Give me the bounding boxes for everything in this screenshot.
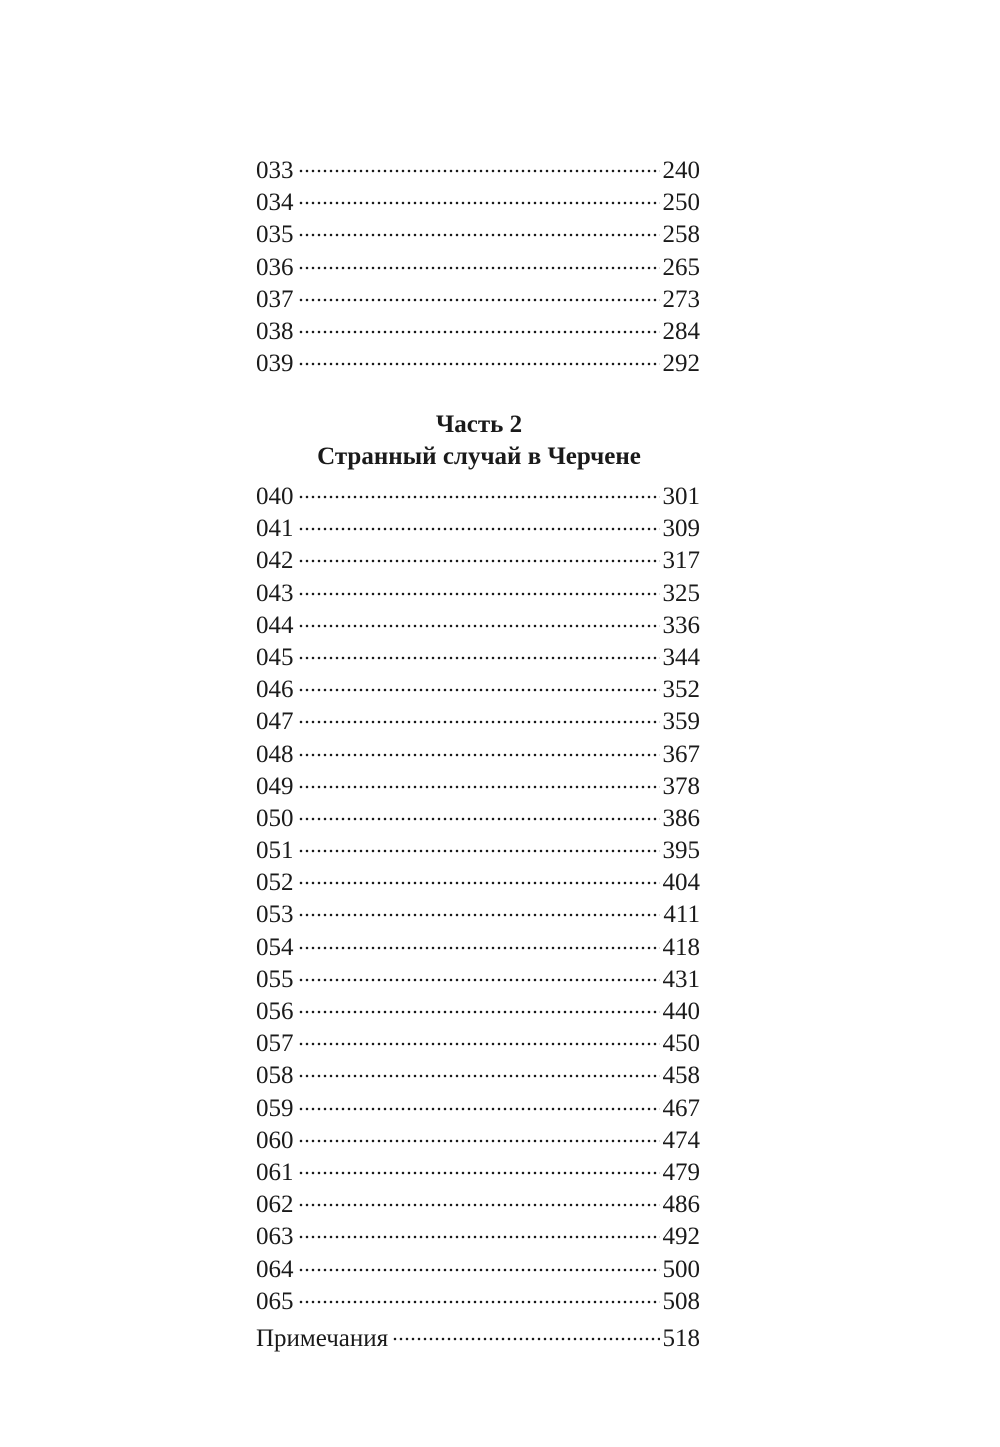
toc-entry-label: 053 bbox=[256, 901, 294, 929]
toc-entry-label: 040 bbox=[256, 483, 294, 510]
dot-leader bbox=[298, 1170, 660, 1176]
dot-leader bbox=[298, 297, 660, 303]
part-title: Странный случай в Черчене bbox=[317, 443, 641, 470]
toc-entry-page: 359 bbox=[662, 708, 700, 736]
dot-leader bbox=[298, 880, 660, 886]
toc-entry[interactable] bbox=[256, 219, 700, 251]
dot-leader bbox=[298, 1234, 660, 1240]
toc-entry-label: 057 bbox=[256, 1030, 294, 1058]
toc-list-part-2 bbox=[256, 481, 700, 1355]
toc-entry-page: 265 bbox=[662, 253, 700, 281]
toc-entry-page: 258 bbox=[662, 221, 700, 249]
dot-leader bbox=[298, 752, 660, 758]
toc-entry-label: 034 bbox=[256, 189, 294, 217]
dot-leader bbox=[298, 912, 661, 918]
toc-entry-label: 046 bbox=[256, 676, 294, 704]
toc-entry-page: 479 bbox=[662, 1158, 700, 1186]
dot-leader bbox=[298, 719, 660, 725]
toc-entry-label: 064 bbox=[256, 1255, 294, 1283]
toc-entry-label: 048 bbox=[256, 740, 294, 768]
toc-entry[interactable] bbox=[256, 706, 700, 738]
toc-entry-label: 047 bbox=[256, 708, 294, 736]
toc-entry-page: 367 bbox=[662, 740, 700, 768]
toc-list-part-1 bbox=[256, 155, 700, 380]
dot-leader bbox=[298, 265, 660, 271]
toc-entry[interactable] bbox=[256, 481, 700, 513]
toc-entry-label: 049 bbox=[256, 772, 294, 800]
dot-leader bbox=[298, 168, 660, 174]
dot-leader bbox=[298, 655, 660, 661]
toc-entry[interactable] bbox=[256, 642, 700, 674]
dot-leader bbox=[298, 848, 660, 854]
toc-entry-page: 486 bbox=[662, 1191, 700, 1219]
toc-entry-page: 240 bbox=[662, 157, 700, 184]
toc-entry-label: 038 bbox=[256, 317, 294, 345]
toc-entry-label: 060 bbox=[256, 1126, 294, 1154]
toc-entry-page: 431 bbox=[662, 965, 700, 993]
dot-leader bbox=[298, 687, 660, 693]
toc-entry-label: 042 bbox=[256, 547, 294, 575]
toc-entry-page: 325 bbox=[662, 579, 700, 607]
toc-entry[interactable] bbox=[256, 771, 700, 803]
toc-entry[interactable] bbox=[256, 899, 700, 931]
toc-entry[interactable] bbox=[256, 545, 700, 577]
part-heading: Часть 2 bbox=[435, 411, 523, 438]
toc-entry[interactable] bbox=[256, 610, 700, 642]
toc-entry-page: 284 bbox=[662, 317, 700, 345]
dot-leader bbox=[298, 361, 660, 367]
toc-entry-page: 344 bbox=[662, 643, 700, 671]
dot-leader bbox=[298, 558, 660, 564]
dot-leader bbox=[298, 526, 660, 532]
toc-entry[interactable] bbox=[256, 1157, 700, 1189]
toc-entry[interactable] bbox=[256, 835, 700, 867]
dot-leader bbox=[298, 591, 660, 597]
toc-entry[interactable] bbox=[256, 348, 700, 380]
toc-entry[interactable] bbox=[256, 578, 700, 610]
toc-entry-label: 037 bbox=[256, 285, 294, 313]
toc-entry-page: 378 bbox=[662, 772, 700, 800]
toc-entry-label: 045 bbox=[256, 643, 294, 671]
toc-entry-label: 065 bbox=[256, 1287, 294, 1315]
toc-entry[interactable] bbox=[256, 1189, 700, 1221]
toc-entry-page: 250 bbox=[662, 189, 700, 217]
dot-leader bbox=[298, 784, 660, 790]
dot-leader bbox=[298, 494, 660, 500]
toc-entry[interactable] bbox=[256, 739, 700, 771]
dot-leader bbox=[298, 200, 660, 206]
dot-leader bbox=[298, 1267, 660, 1273]
toc-entry-label: 044 bbox=[256, 611, 294, 639]
toc-entry-label: 035 bbox=[256, 221, 294, 249]
dot-leader bbox=[298, 329, 660, 335]
toc-entry[interactable] bbox=[256, 674, 700, 706]
toc-entry-page: 404 bbox=[662, 869, 700, 897]
dot-leader bbox=[298, 1041, 660, 1047]
toc-entry[interactable] bbox=[256, 513, 700, 545]
toc-entry-label: 062 bbox=[256, 1191, 294, 1219]
toc-entry[interactable] bbox=[256, 964, 700, 996]
dot-leader bbox=[298, 977, 660, 983]
toc-entry[interactable] bbox=[256, 996, 700, 1028]
toc-entry-label: 051 bbox=[256, 837, 294, 865]
toc-entry-label: 050 bbox=[256, 804, 294, 832]
toc-entry-page: 309 bbox=[662, 515, 700, 543]
dot-leader bbox=[298, 623, 660, 629]
toc-entry-label: 033 bbox=[256, 157, 294, 184]
toc-entry-page: 418 bbox=[662, 933, 700, 961]
toc-entry-page: 317 bbox=[662, 547, 700, 575]
toc-entry-page: 411 bbox=[663, 901, 700, 929]
dot-leader bbox=[298, 1202, 660, 1208]
dot-leader bbox=[298, 945, 660, 951]
toc-entry-label: 059 bbox=[256, 1094, 294, 1122]
toc-entry-label: 043 bbox=[256, 579, 294, 607]
toc-entry-page: 336 bbox=[662, 611, 700, 639]
toc-entry[interactable] bbox=[256, 316, 700, 348]
toc-entry[interactable] bbox=[256, 803, 700, 835]
toc-entry[interactable] bbox=[256, 1125, 700, 1157]
toc-entry[interactable] bbox=[256, 252, 700, 284]
toc-entry-label: Примечания bbox=[256, 1324, 389, 1352]
dot-leader bbox=[298, 1299, 660, 1305]
dot-leader bbox=[298, 1009, 660, 1015]
toc-entry[interactable] bbox=[256, 284, 700, 316]
toc-entry-label: 052 bbox=[256, 869, 294, 897]
toc-entry[interactable] bbox=[256, 932, 700, 964]
toc-entry-notes[interactable] bbox=[256, 1323, 700, 1355]
dot-leader bbox=[392, 1336, 659, 1342]
toc-entry-page: 450 bbox=[662, 1030, 700, 1058]
toc-entry-page: 301 bbox=[662, 483, 700, 510]
dot-leader bbox=[298, 1073, 660, 1079]
toc-entry-page: 458 bbox=[662, 1062, 700, 1090]
toc-entry-page: 352 bbox=[662, 676, 700, 704]
toc-entry[interactable] bbox=[256, 867, 700, 899]
toc-entry-label: 056 bbox=[256, 998, 294, 1025]
toc-entry[interactable] bbox=[256, 1254, 700, 1286]
dot-leader bbox=[298, 232, 660, 238]
toc-entry-label: 061 bbox=[256, 1158, 294, 1186]
toc-entry-label: 063 bbox=[256, 1223, 294, 1251]
toc-entry[interactable] bbox=[256, 1221, 700, 1253]
toc-entry-label: 041 bbox=[256, 515, 294, 543]
toc-entry[interactable] bbox=[256, 1286, 700, 1318]
dot-leader bbox=[298, 1106, 660, 1112]
dot-leader bbox=[298, 1138, 660, 1144]
toc-entry-label: 058 bbox=[256, 1062, 294, 1090]
toc-entry-page: 500 bbox=[662, 1255, 700, 1283]
toc-entry-page: 292 bbox=[662, 350, 700, 378]
toc-entry[interactable] bbox=[256, 1028, 700, 1060]
toc-entry-page: 467 bbox=[662, 1094, 700, 1122]
toc-entry-page: 386 bbox=[662, 804, 700, 832]
toc-entry-page: 474 bbox=[662, 1126, 700, 1154]
dot-leader bbox=[298, 816, 660, 822]
toc-entry-page: 508 bbox=[662, 1287, 700, 1315]
toc-entry-page: 440 bbox=[662, 998, 700, 1025]
toc-entry-label: 055 bbox=[256, 965, 294, 993]
toc-entry-page: 273 bbox=[662, 285, 700, 313]
toc-entry-label: 054 bbox=[256, 933, 294, 961]
toc-entry[interactable] bbox=[256, 187, 700, 219]
toc-entry-page: 492 bbox=[662, 1223, 700, 1251]
toc-entry[interactable] bbox=[256, 155, 700, 187]
toc-entry-label: 036 bbox=[256, 253, 294, 281]
toc-entry-page: 395 bbox=[662, 837, 700, 865]
toc-entry-page: 518 bbox=[662, 1324, 700, 1352]
toc-entry[interactable] bbox=[256, 1060, 700, 1092]
toc-entry[interactable] bbox=[256, 1093, 700, 1125]
toc-entry-label: 039 bbox=[256, 350, 294, 378]
